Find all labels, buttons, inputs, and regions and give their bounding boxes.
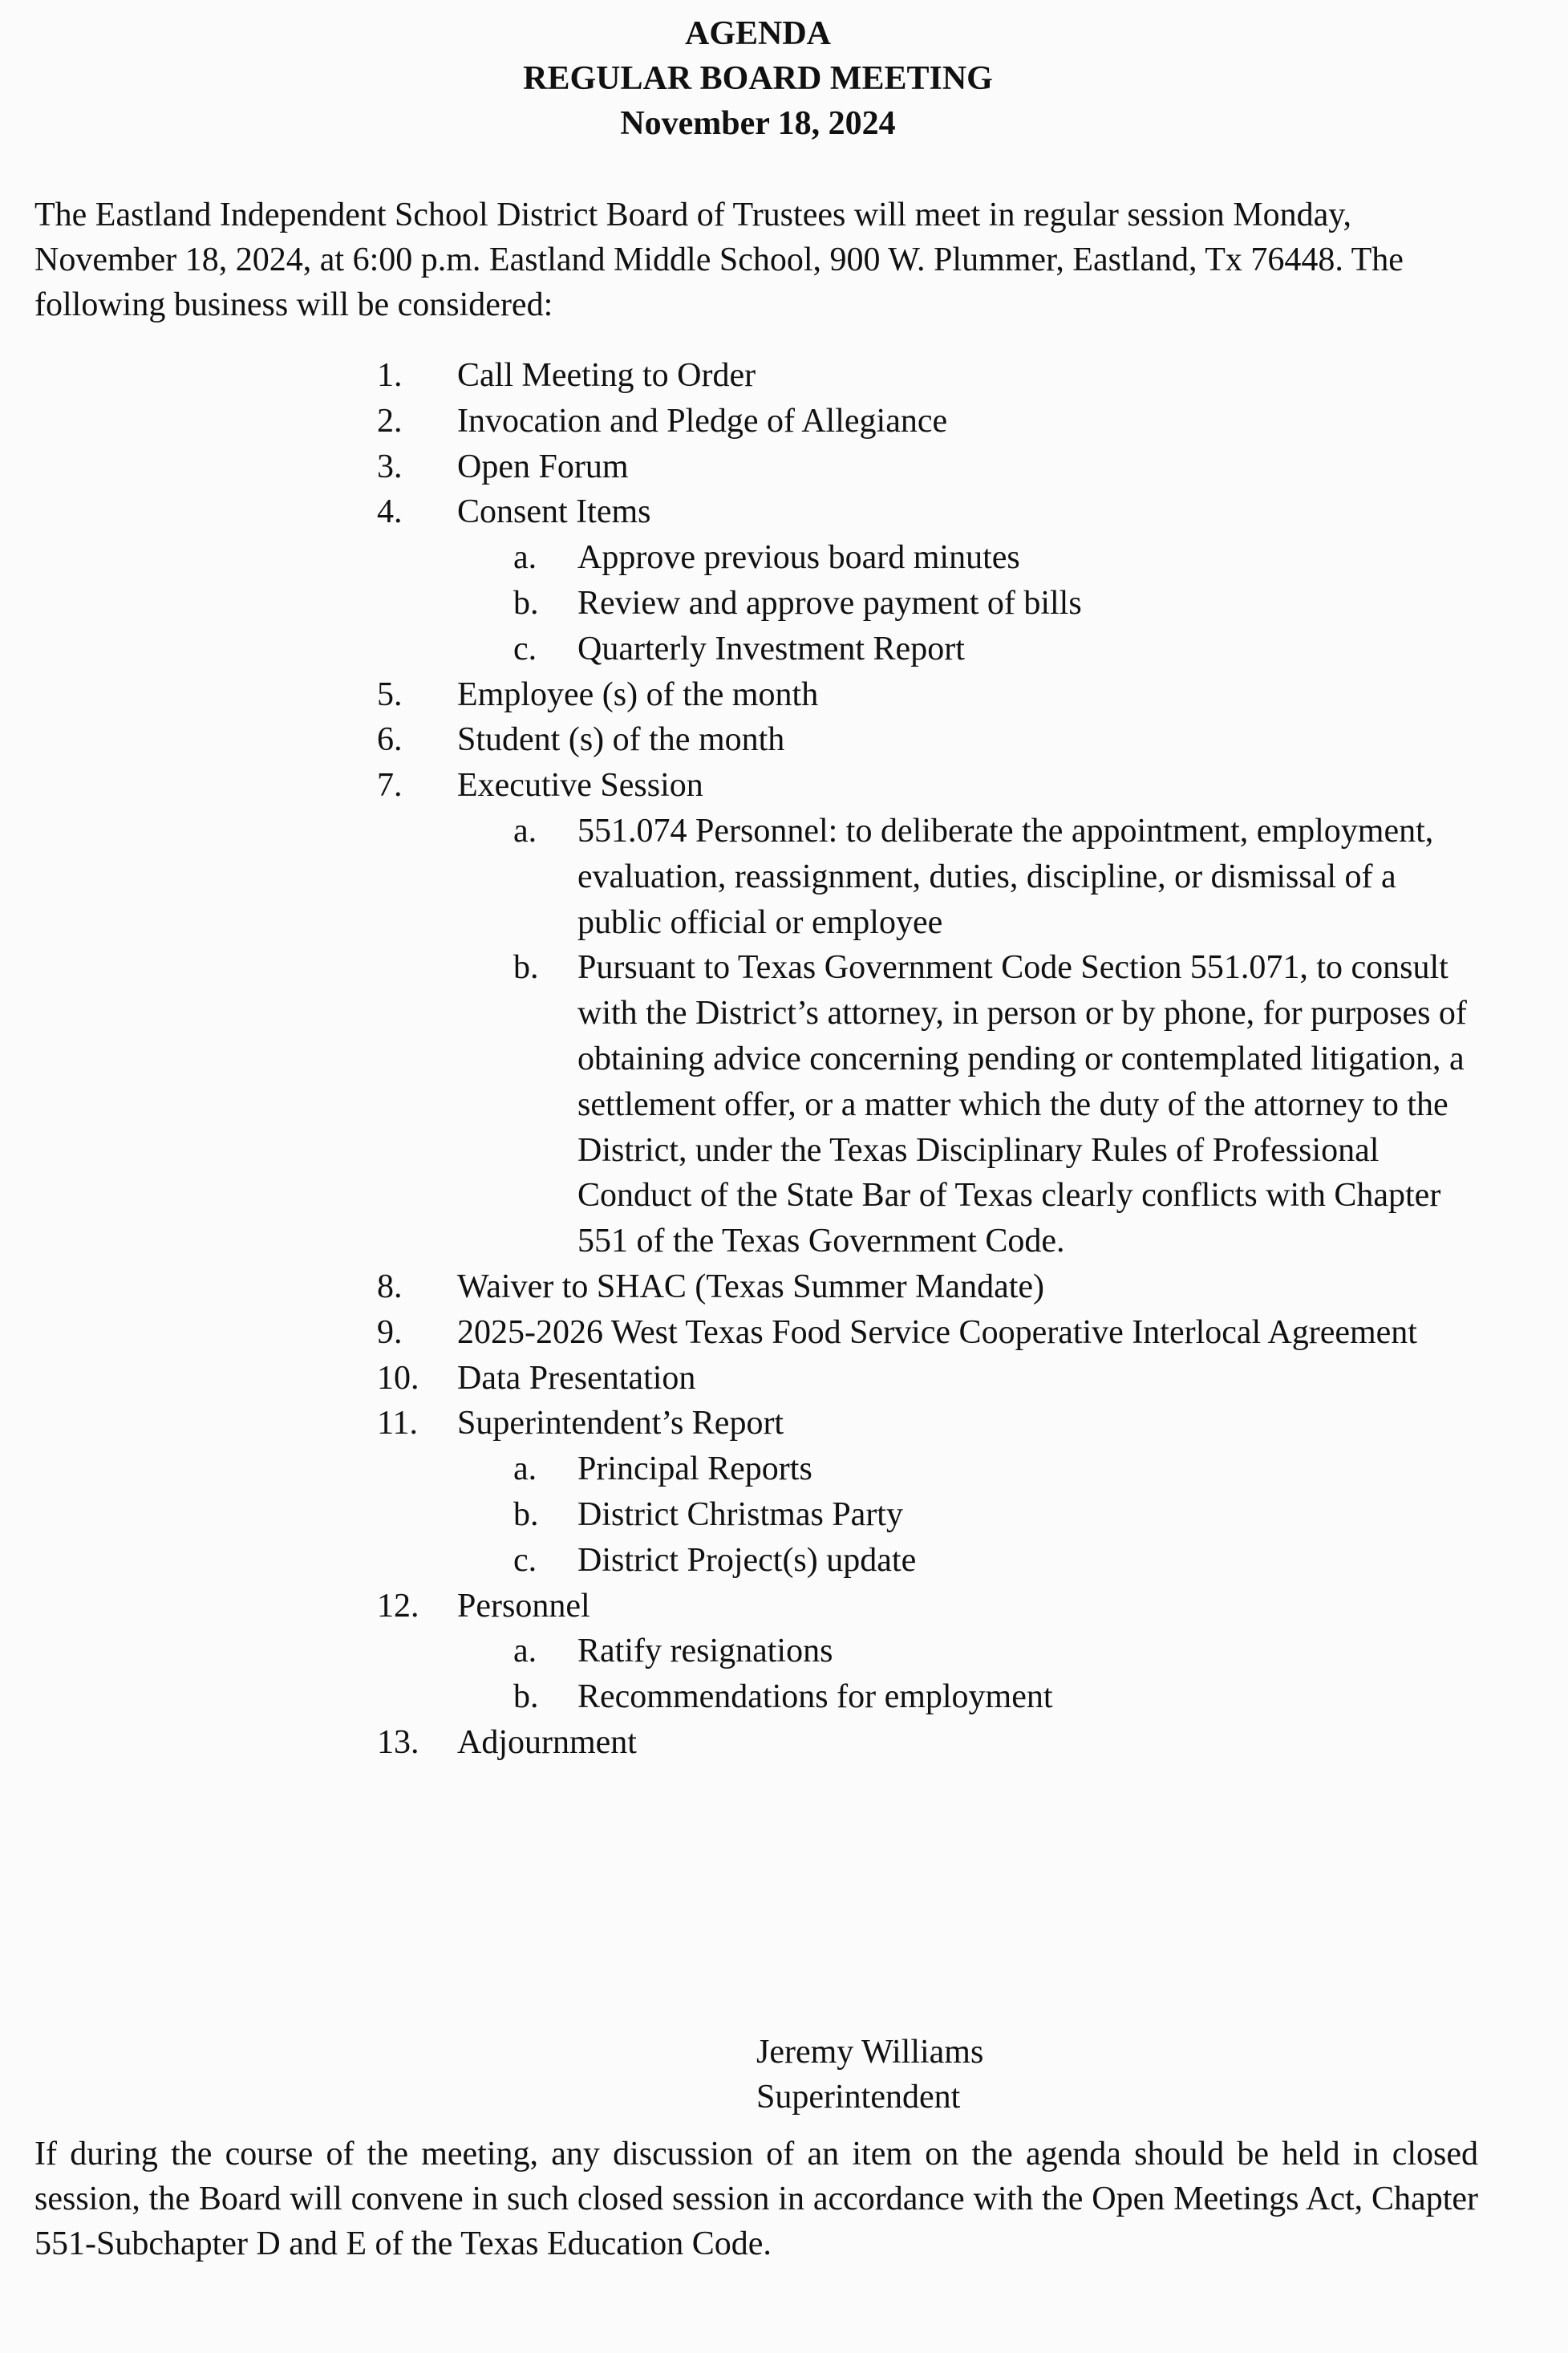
agenda-item bbox=[377, 1310, 1484, 1356]
agenda-subitem-text: Pursuant to Texas Government Code Section 551.071, to consult with the District’s attorney, in person or by phone, for purposes of obtaining advice concerning pending or contemplated litigation, a settlement offer, or a matter which the duty of the attorney to the District, under the Texas Disciplinary Rules of Professional Conduct of the State Bar of Texas clearly conflicts with Chapter 551 of the Texas Government Code. bbox=[577, 949, 1467, 1260]
header-meeting-type: REGULAR BOARD MEETING bbox=[523, 60, 993, 97]
agenda-subitem-letter: b. bbox=[513, 1678, 539, 1716]
agenda-sublist bbox=[457, 1629, 1484, 1720]
agenda-item bbox=[377, 444, 1484, 490]
agenda-item-text: Executive Session bbox=[457, 767, 703, 805]
agenda-subitem bbox=[377, 535, 1484, 581]
agenda-item-text: Employee (s) of the month bbox=[457, 675, 819, 713]
agenda-item-number: 9. bbox=[377, 1313, 403, 1351]
agenda-item-number: 12. bbox=[377, 1587, 419, 1625]
agenda-sublist bbox=[457, 535, 1484, 671]
agenda-sublist bbox=[457, 1446, 1484, 1583]
agenda-subitem bbox=[377, 1629, 1484, 1674]
agenda-subitem-letter: b. bbox=[513, 584, 539, 622]
agenda-subitem-text: Recommendations for employment bbox=[577, 1678, 1053, 1716]
agenda-subitem-letter: a. bbox=[513, 812, 537, 850]
agenda-subitem-text: Quarterly Investment Report bbox=[577, 630, 965, 667]
agenda-subitem-letter: c. bbox=[513, 1541, 537, 1579]
agenda-item-text: Personnel bbox=[457, 1587, 590, 1625]
agenda-item-text: Superintendent’s Report bbox=[457, 1405, 784, 1442]
agenda-item-text: Data Presentation bbox=[457, 1359, 696, 1397]
document-header bbox=[0, 11, 1516, 146]
agenda-subitem-letter: c. bbox=[513, 630, 537, 667]
agenda-subitem-letter: b. bbox=[513, 949, 539, 987]
agenda-item-number: 3. bbox=[377, 448, 403, 485]
agenda-item-number: 4. bbox=[377, 493, 403, 531]
agenda-subitem-text: Approve previous board minutes bbox=[577, 539, 1020, 577]
agenda-subitem-letter: b. bbox=[513, 1495, 539, 1533]
signature-title: Superintendent bbox=[756, 2079, 961, 2116]
agenda-item-text: Open Forum bbox=[457, 448, 629, 485]
agenda-item-number: 1. bbox=[377, 357, 403, 394]
agenda-subitem bbox=[377, 581, 1484, 627]
agenda-item bbox=[377, 717, 1484, 763]
closed-session-notice: If during the course of the meeting, any discussion of an item on the agenda should be held in closed session, the Board will convene in such closed session in accordance with the Open Meetings Act, Chapter 551-Subchapter D and E of the Texas Education Code. bbox=[34, 2136, 1478, 2262]
agenda-subitem bbox=[377, 945, 1484, 1264]
agenda-subitem-text: 551.074 Personnel: to deliberate the appointment, employment, evaluation, reassignment, duties, discipline, or dismissal of a public official or employee bbox=[577, 812, 1434, 941]
agenda-item-text: Adjournment bbox=[457, 1723, 637, 1761]
agenda-subitem-text: Principal Reports bbox=[577, 1450, 812, 1488]
agenda-item bbox=[377, 489, 1484, 671]
agenda-item bbox=[377, 1584, 1484, 1720]
signature-name: Jeremy Williams bbox=[756, 2034, 984, 2071]
agenda-item-number: 10. bbox=[377, 1359, 419, 1397]
agenda-item bbox=[377, 353, 1484, 399]
agenda-subitem-letter: a. bbox=[513, 1633, 537, 1670]
agenda-item-number: 2. bbox=[377, 402, 403, 440]
agenda-item-number: 11. bbox=[377, 1405, 418, 1442]
agenda-subitem-text: District Christmas Party bbox=[577, 1495, 903, 1533]
agenda-subitem bbox=[377, 627, 1484, 672]
agenda-list bbox=[377, 353, 1484, 1766]
agenda-subitem-letter: a. bbox=[513, 1450, 537, 1488]
agenda-item bbox=[377, 672, 1484, 718]
agenda-subitem bbox=[377, 1674, 1484, 1720]
agenda-item bbox=[377, 1401, 1484, 1583]
agenda-item-number: 8. bbox=[377, 1268, 403, 1305]
agenda-subitem-text: Review and approve payment of bills bbox=[577, 584, 1082, 622]
agenda-item-text: Waiver to SHAC (Texas Summer Mandate) bbox=[457, 1268, 1045, 1305]
agenda-item bbox=[377, 763, 1484, 1264]
agenda-subitem-text: District Project(s) update bbox=[577, 1541, 917, 1579]
agenda-item-text: 2025-2026 West Texas Food Service Cooperative Interlocal Agreement bbox=[457, 1313, 1417, 1351]
agenda-subitem-text: Ratify resignations bbox=[577, 1633, 833, 1670]
header-title: AGENDA bbox=[684, 15, 831, 52]
header-date: November 18, 2024 bbox=[620, 105, 896, 142]
agenda-item-number: 7. bbox=[377, 767, 403, 805]
signature-block bbox=[756, 2030, 983, 2120]
agenda-sublist bbox=[457, 809, 1484, 1264]
agenda-item-text: Call Meeting to Order bbox=[457, 357, 756, 394]
intro-paragraph: The Eastland Independent School District Board of Trustees will meet in regular session Monday, November 18, 2024, at 6:00 p.m. Eastland Middle School, 900 W. Plummer, Eastland, Tx 76448. The following business will be considered: bbox=[34, 197, 1404, 323]
agenda-item bbox=[377, 399, 1484, 444]
agenda-subitem bbox=[377, 1492, 1484, 1538]
agenda-item-number: 13. bbox=[377, 1723, 419, 1761]
agenda-item-text: Student (s) of the month bbox=[457, 721, 785, 759]
agenda-subitem bbox=[377, 809, 1484, 945]
agenda-item bbox=[377, 1264, 1484, 1310]
agenda-item-number: 6. bbox=[377, 721, 403, 759]
agenda-item bbox=[377, 1356, 1484, 1402]
agenda-item-text: Consent Items bbox=[457, 493, 651, 531]
agenda-subitem-letter: a. bbox=[513, 539, 537, 577]
agenda-item-number: 5. bbox=[377, 675, 403, 713]
agenda-subitem bbox=[377, 1538, 1484, 1584]
agenda-item-text: Invocation and Pledge of Allegiance bbox=[457, 402, 948, 440]
agenda-item bbox=[377, 1720, 1484, 1766]
agenda-subitem bbox=[377, 1446, 1484, 1492]
